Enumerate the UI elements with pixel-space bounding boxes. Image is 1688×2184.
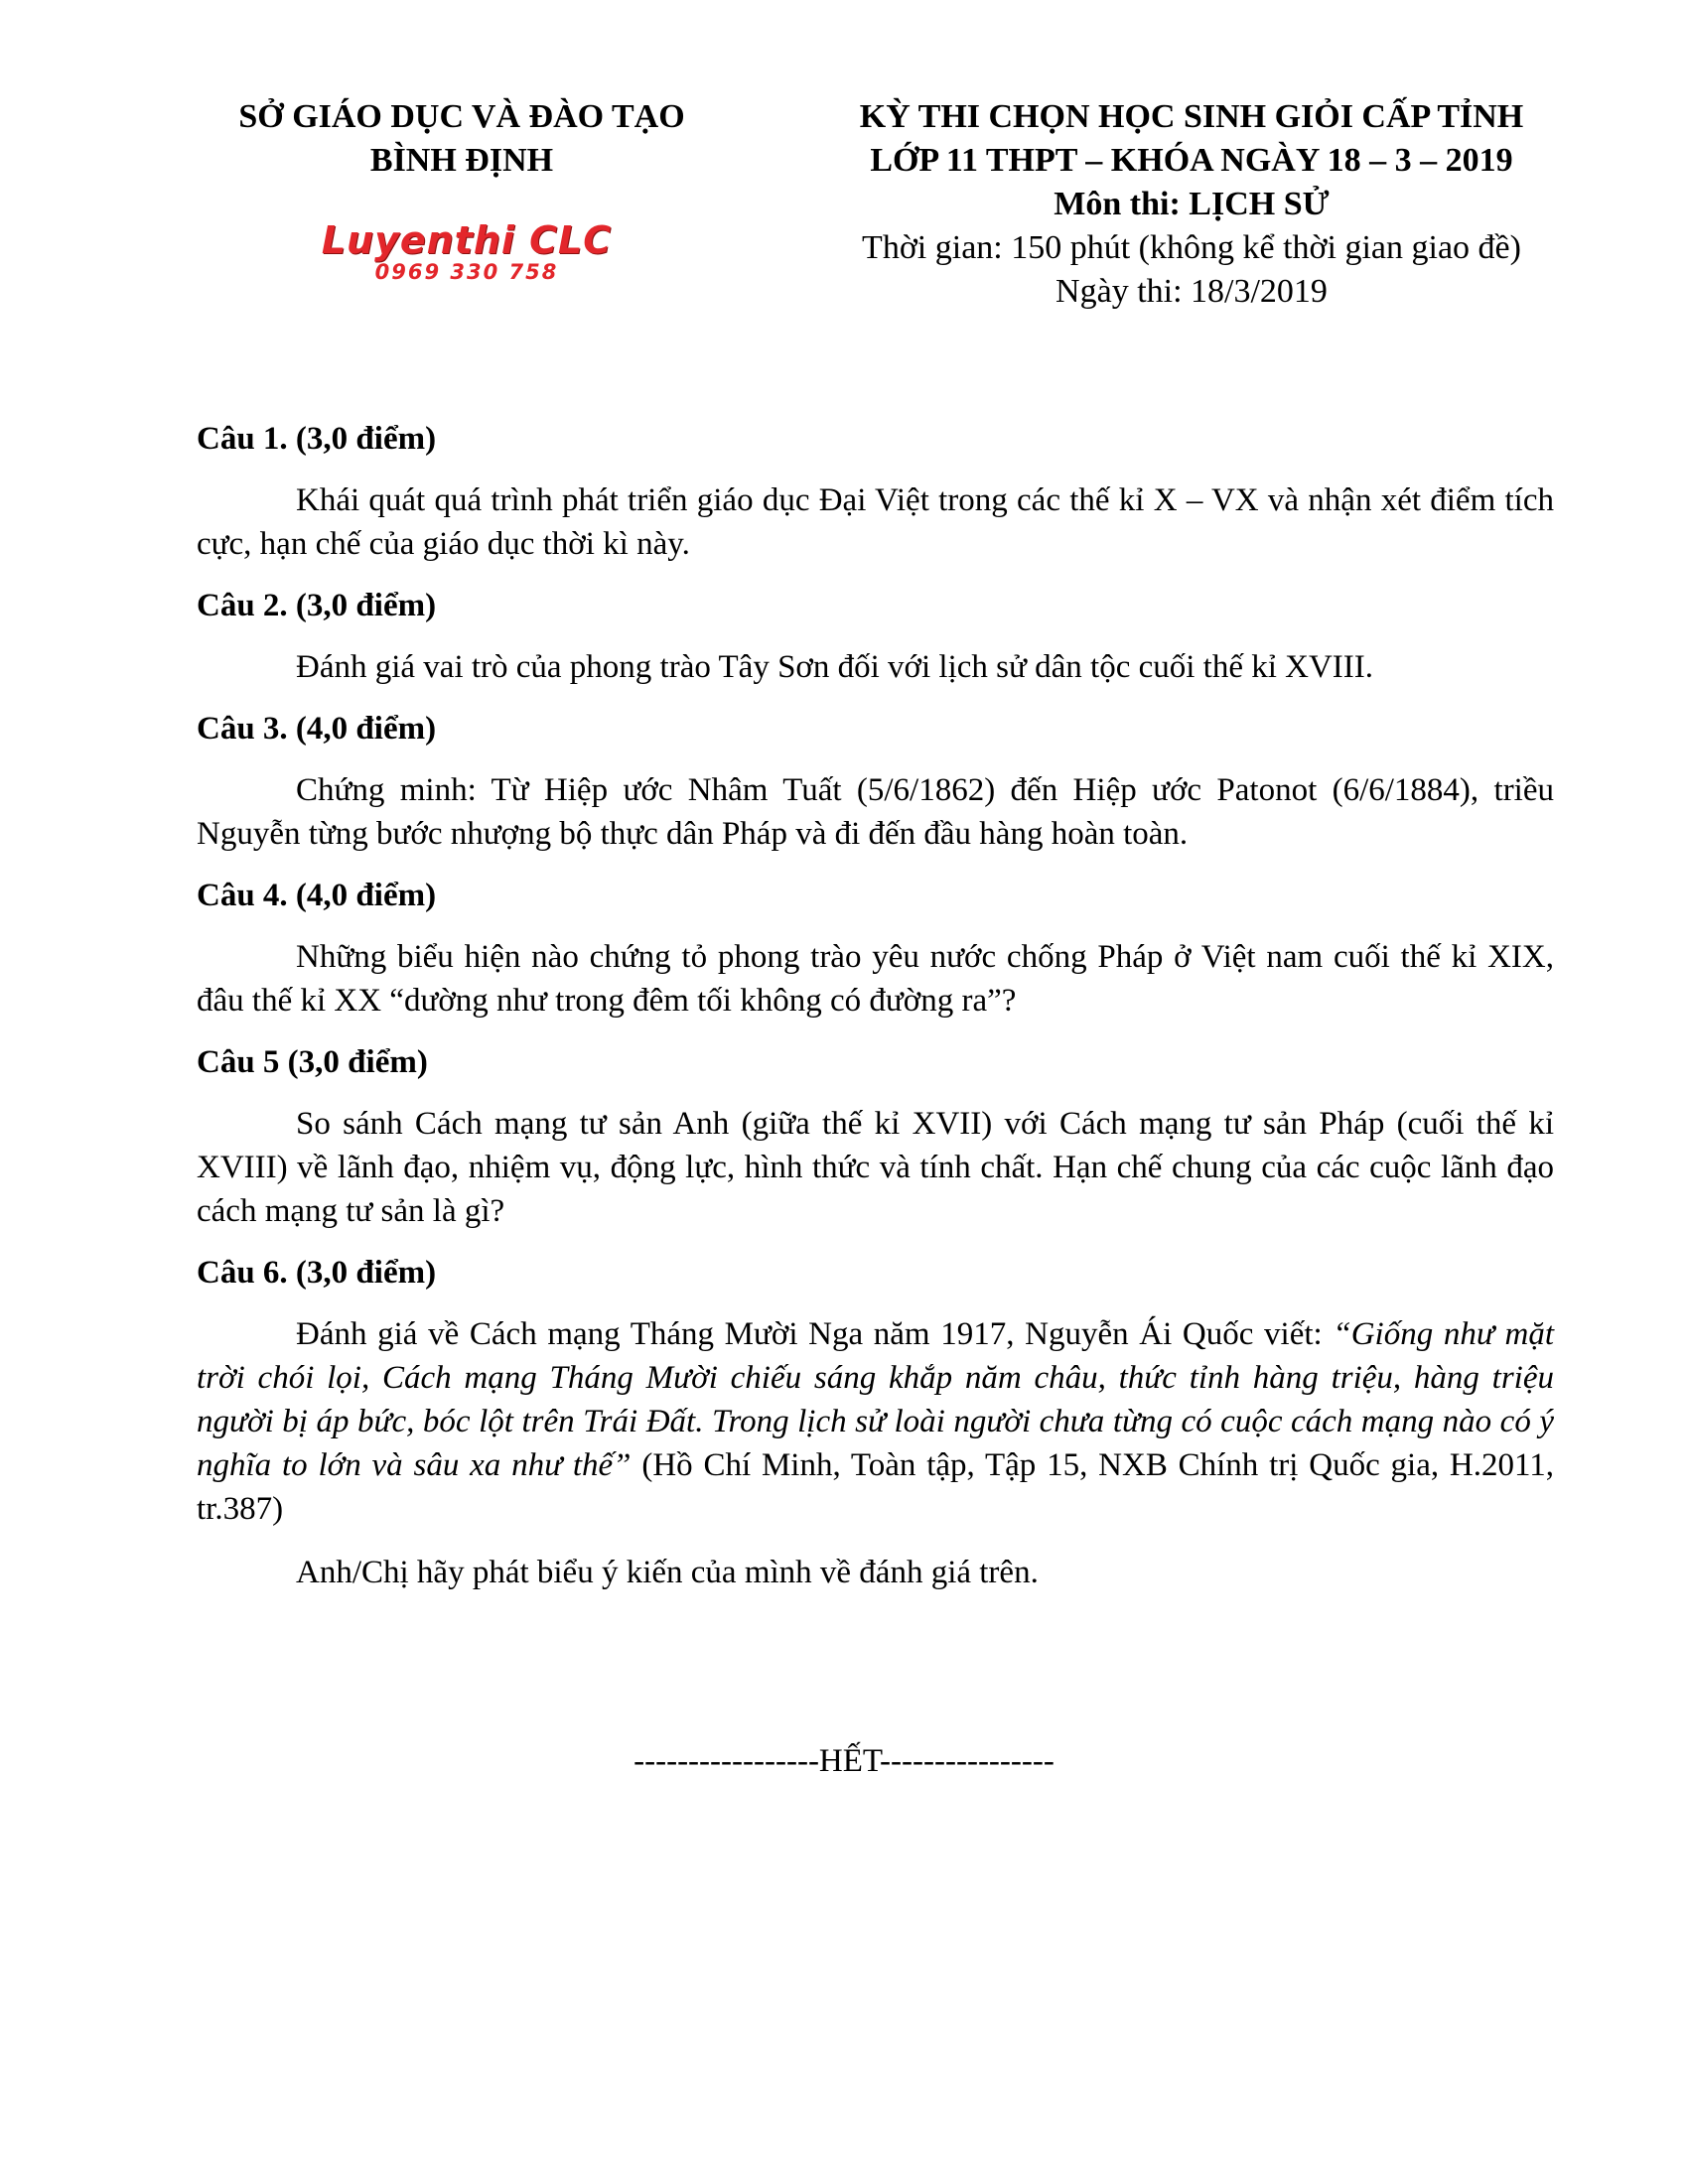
question-2-title: Câu 2. (3,0 điểm) [197,588,437,623]
exam-date: Ngày thi: 18/3/2019 [1055,273,1328,310]
question-6-task: Anh/Chị hãy phát biểu ý kiến của mình về đánh giá trên. [296,1555,1039,1590]
question-1 [197,417,1554,566]
question-2-body: Đánh giá vai trò của phong trào Tây Sơn đối với lịch sử dân tộc cuối thế kỉ XVIII. [296,649,1374,685]
exam-header [814,95,1569,314]
exam-duration: Thời gian: 150 phút (không kể thời gian giao đề) [862,229,1521,266]
question-6-intro: Đánh giá về Cách mạng Tháng Mười Nga năm 1917, Nguyễn Ái Quốc viết: [296,1316,1334,1352]
question-4 [197,874,1554,1023]
question-3-title: Câu 3. (4,0 điểm) [197,711,437,747]
luyenthi-logo [303,220,631,290]
question-1-title: Câu 1. (3,0 điểm) [197,421,437,457]
question-1-body: Khái quát quá trình phát triển giáo dục Đại Việt trong các thế kỉ X – VX và nhận xét điểm tích cực, hạn chế của giáo dục thời kì này. [197,482,1554,562]
questions-content [197,417,1554,1594]
question-3 [197,707,1554,856]
exam-subject: Môn thi: LỊCH SỬ [1054,186,1330,222]
question-6 [197,1251,1554,1594]
exam-title: KỲ THI CHỌN HỌC SINH GIỎI CẤP TỈNH [859,98,1524,135]
department-header [149,95,774,183]
question-6-body [197,1312,1554,1531]
question-2 [197,584,1554,689]
question-4-body: Những biểu hiện nào chứng tỏ phong trào yêu nước chống Pháp ở Việt nam cuối thế kỉ XIX, đâu thế kỉ XX “dường như trong đêm tối không có đường ra”? [197,939,1554,1019]
logo-name: Luyenthi CLC [321,218,613,262]
logo-phone: 0969 330 758 [374,260,559,284]
question-6-quote: “Giống như mặt trời chói lọi, Cách mạng Tháng Mười chiếu sáng khắp năm châu, thức tỉnh hàng triệu, hàng triệu người bị áp bức, bóc lột trên Trái Đất. Trong lịch sử loài người chưa từng có cuộc cách mạng nào có ý nghĩa to lớn và sâu xa như thế” [197,1316,1554,1483]
question-4-title: Câu 4. (4,0 điểm) [197,878,437,913]
question-5-body: So sánh Cách mạng tư sản Anh (giữa thế kỉ XVII) với Cách mạng tư sản Pháp (cuối thế kỉ XVIII) về lãnh đạo, nhiệm vụ, động lực, hình thức và tính chất. Hạn chế chung của các cuộc lãnh đạo cách mạng tư sản là gì? [197,1106,1554,1229]
question-5-title: Câu 5 (3,0 điểm) [197,1044,428,1080]
exam-grade: LỚP 11 THPT – KHÓA NGÀY 18 – 3 – 2019 [870,142,1513,179]
question-6-title: Câu 6. (3,0 điểm) [197,1255,437,1291]
end-marker: -----------------HẾT---------------- [633,1743,1055,1779]
question-3-body: Chứng minh: Từ Hiệp ước Nhâm Tuất (5/6/1862) đến Hiệp ước Patonot (6/6/1884), triều Nguyễn từng bước nhượng bộ thực dân Pháp và đi đến đầu hàng hoàn toàn. [197,772,1554,852]
question-5 [197,1040,1554,1233]
province-name: BÌNH ĐỊNH [369,142,554,179]
question-6-source: (Hồ Chí Minh, Toàn tập, Tập 15, NXB Chính trị Quốc gia, H.2011, tr.387) [197,1447,1554,1527]
department-name: SỞ GIÁO DỤC VÀ ĐÀO TẠO [238,98,685,135]
